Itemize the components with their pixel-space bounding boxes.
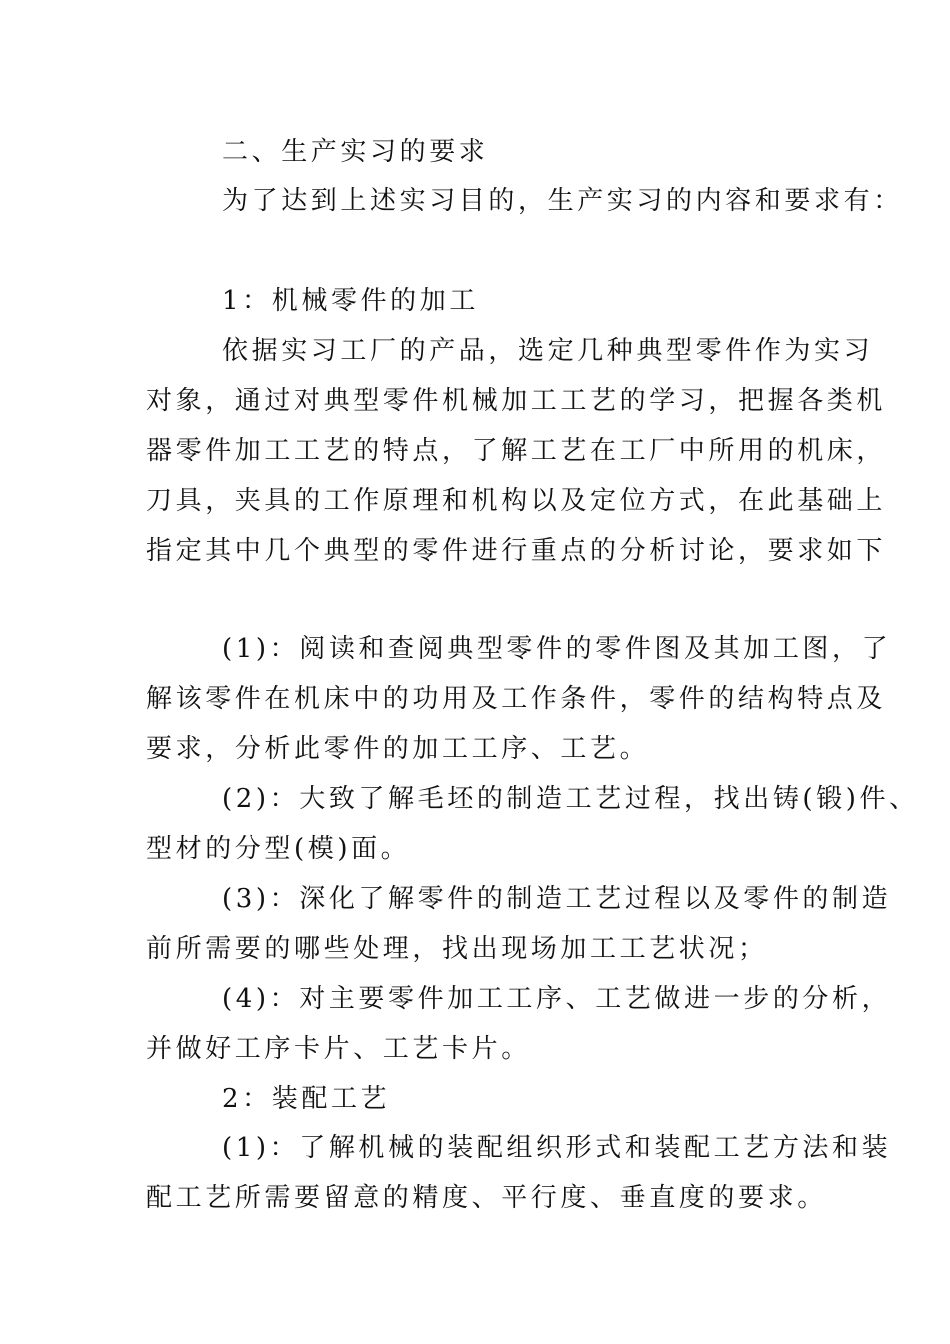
list-item-line: (3)：深化了解零件的制造工艺过程以及零件的制造: [222, 884, 892, 914]
subsection-title-2: 2：装配工艺: [222, 1084, 391, 1114]
list-item-line: 并做好工序卡片、工艺卡片。: [146, 1034, 531, 1064]
paragraph-line: 依据实习工厂的产品，选定几种典型零件作为实习: [222, 336, 874, 366]
paragraph-line: 指定其中几个典型的零件进行重点的分析讨论，要求如下: [146, 536, 887, 566]
paragraph-line: 器零件加工工艺的特点，了解工艺在工厂中所用的机床，: [146, 436, 887, 466]
section-heading: 二、生产实习的要求: [222, 137, 489, 167]
list-item-line: 型材的分型(模)面。: [146, 834, 411, 864]
intro-line: 为了达到上述实习目的，生产实习的内容和要求有：: [222, 186, 903, 216]
list-item-line: 解该零件在机床中的功用及工作条件，零件的结构特点及: [146, 684, 887, 714]
paragraph-line: 对象，通过对典型零件机械加工工艺的学习，把握各类机: [146, 386, 887, 416]
paragraph-line: 刀具，夹具的工作原理和机构以及定位方式，在此基础上: [146, 486, 887, 516]
list-item-line: 要求，分析此零件的加工工序、工艺。: [146, 734, 650, 764]
list-item-line: 配工艺所需要留意的精度、平行度、垂直度的要求。: [146, 1183, 827, 1213]
list-item-line: 前所需要的哪些处理，找出现场加工工艺状况；: [146, 934, 768, 964]
list-item-line: (2)：大致了解毛坯的制造工艺过程，找出铸(锻)件、: [222, 784, 919, 814]
list-item-line: (4)：对主要零件加工工序、工艺做进一步的分析，: [222, 984, 892, 1014]
list-item-line: (1)：阅读和查阅典型零件的零件图及其加工图，了: [222, 634, 892, 664]
subsection-title-1: 1：机械零件的加工: [222, 286, 479, 316]
list-item-line: (1)：了解机械的装配组织形式和装配工艺方法和装: [222, 1133, 892, 1163]
